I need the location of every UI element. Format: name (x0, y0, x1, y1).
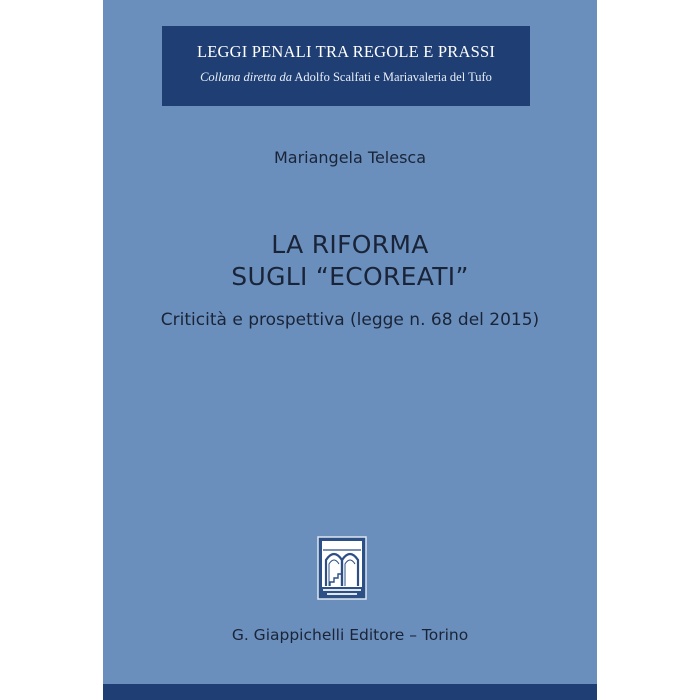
series-editors: Adolfo Scalfati e Mariavaleria del Tufo (294, 70, 492, 84)
publisher-name: G. Giappichelli Editore – Torino (231, 626, 469, 644)
book-title-line-1: LA RIFORMA (271, 230, 429, 259)
bottom-band (103, 684, 597, 700)
book-title-line-2: SUGLI “ECOREATI” (231, 262, 469, 291)
series-banner (162, 26, 530, 106)
book-cover (103, 0, 597, 700)
series-subtitle-intro: Collana diretta da (200, 70, 292, 84)
series-title: LEGGI PENALI TRA REGOLE E PRASSI (196, 42, 496, 61)
series-subtitle (162, 70, 530, 85)
giappichelli-logo-icon (317, 536, 367, 600)
book-subtitle: Criticità e prospettiva (legge n. 68 del 2015) (160, 310, 540, 330)
author-name: Mariangela Telesca (273, 148, 427, 167)
